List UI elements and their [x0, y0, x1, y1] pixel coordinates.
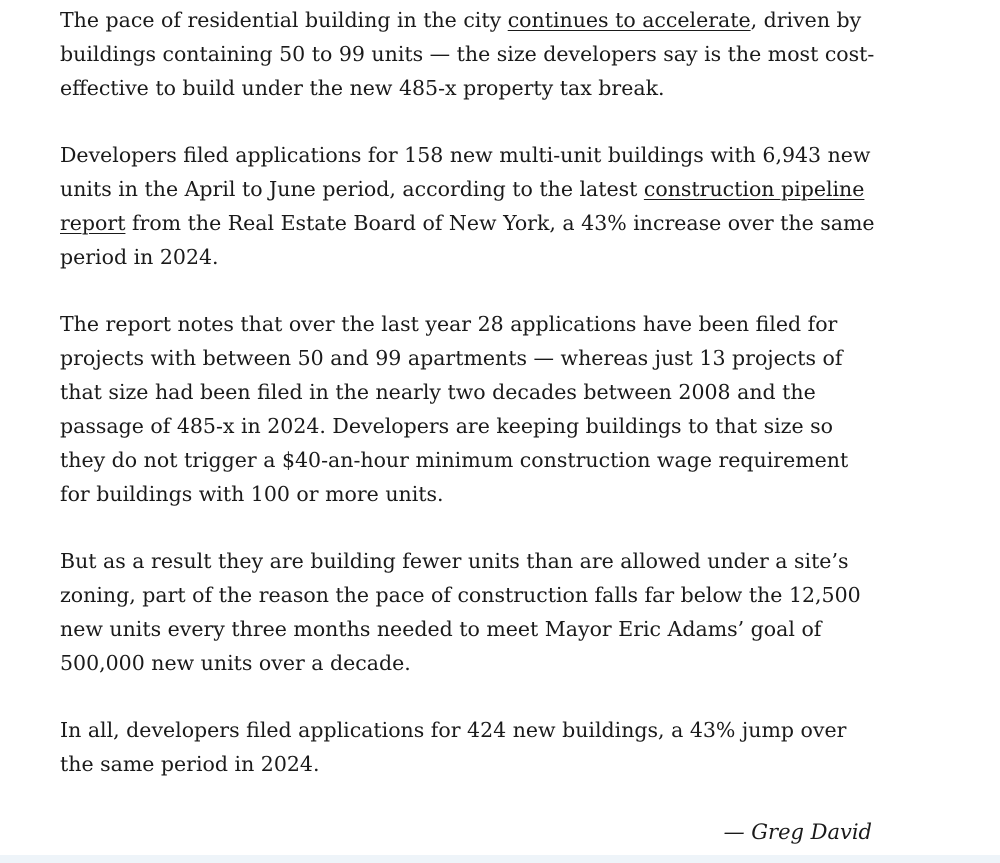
article-body [60, 3, 880, 814]
construction-pipeline-report-link[interactable]: construction pipeline report [60, 177, 865, 235]
paragraph-2 [60, 138, 880, 274]
paragraph-2-text-before: Developers filed applications for 158 new multi-unit buildings with 6,943 new units in the April to June period, according to the latest [60, 143, 871, 201]
paragraph-1-text-after: , driven by buildings containing 50 to 99 units — the size developers say is the most cost-effective to build under the new 485-x property tax break. [60, 8, 875, 100]
paragraph-5: In all, developers filed applications for 424 new buildings, a 43% jump over the same period in 2024. [60, 718, 847, 776]
author-byline: — Greg David [723, 820, 872, 844]
paragraph-1-text-before: The pace of residential building in the city [60, 8, 508, 32]
paragraph-1 [60, 3, 880, 105]
paragraph-3: The report notes that over the last year 28 applications have been filed for projects with between 50 and 99 apartments — whereas just 13 projects of that size had been filed in the nearly two decades between 2008 and the passage of 485-x in 2024. Developers are keeping buildings to that size so they do not trigger a $40-an-hour minimum construction wage requirement for buildings with 100 or more units. [60, 312, 849, 506]
continues-to-accelerate-link[interactable]: continues to accelerate [507, 8, 751, 32]
paragraph-4: But as a result they are building fewer units than are allowed under a site’s zoning, part of the reason the pace of construction falls far below the 12,500 new units every three months needed to meet Mayor Eric Adams’ goal of 500,000 new units over a decade. [60, 549, 861, 675]
bottom-divider [0, 855, 1000, 863]
paragraph-2-text-after: from the Real Estate Board of New York, a 43% increase over the same period in 2024. [60, 211, 875, 269]
